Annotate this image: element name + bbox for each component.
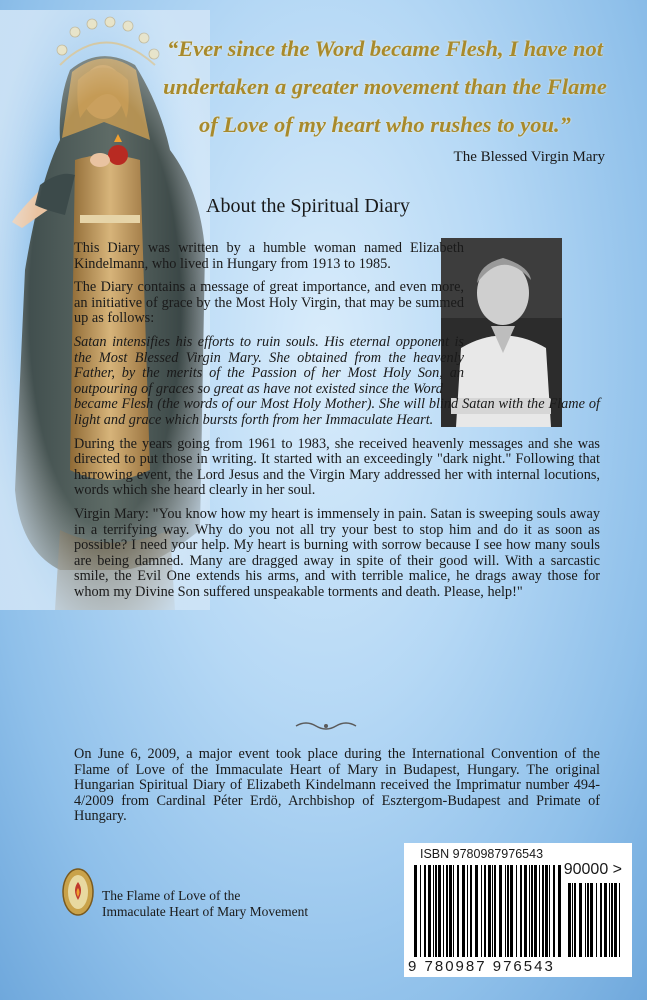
movement-name-line-2: Immaculate Heart of Mary Movement xyxy=(102,904,309,919)
paragraph-satan-quote: Satan intensifies his efforts to ruin souls. His eternal opponent is the Most Blessed Virgin Mary. She obtained from the heavenly Father, by the merits of the Passion of her Most Holy Son, an outpouring of graces so great as have not existed since the Word xyxy=(74,333,464,397)
isbn-digits: 9 780987 976543 xyxy=(408,958,555,975)
movement-name xyxy=(102,888,308,920)
paragraph-message: The Diary contains a message of great importance, and even more, an initiative of grace by the Most Holy Virgin, that may be summed up as follows: xyxy=(74,279,464,327)
movement-name-line-1: The Flame of Love of the xyxy=(102,888,241,903)
paragraph-virgin-mary-quote: Virgin Mary: "You know how my heart is immensely in pain. Satan is sweeping souls away in a terrifying way. Why do you not all try your best to stop him and do it as soon as possible? I need your help. My heart is burning with sorrow because I see how many souls are being damned. Many are dragged away in spite of their good will. With a sarcastic smile, the Evil One extends his arms, and with terrible malice, he drags away those for whom my Divine Son suffered unspeakable torments and death. Please, help!" xyxy=(74,505,600,600)
isbn-barcode xyxy=(404,843,632,977)
flame-of-love-emblem-icon xyxy=(62,868,94,916)
featured-quote xyxy=(150,30,620,144)
isbn-label: ISBN 9780987976543 xyxy=(420,847,544,861)
diary-description xyxy=(74,241,600,608)
paragraph-messages-history: During the years going from 1961 to 1983, she received heavenly messages and she was directed to put those in writing. It started with an exceedingly "dark night." Following that harrowing event, the Lord Jesus and the Virgin Mary addressed her with internal locutions, words which she heard clearly in her soul. xyxy=(74,435,600,499)
addon-barcode-bars-icon xyxy=(566,883,622,957)
paragraph-author: This Diary was written by a humble woman named Elizabeth Kindelmann, who lived in Hungary from 1913 to 1985. xyxy=(74,240,464,272)
paragraph-satan-quote-continued: became Flesh (the words of our Most Holy Mother). She will blind Satan with the Flame of light and grace which bursts forth from her Immaculate Heart. xyxy=(74,396,600,428)
price-code: 90000 > xyxy=(563,861,622,878)
quote-line-3: of Love of my heart who rushes to you.” xyxy=(199,112,571,137)
flourish-divider-icon xyxy=(294,720,358,732)
quote-attribution: The Blessed Virgin Mary xyxy=(453,149,605,165)
barcode-bars-icon xyxy=(412,865,562,957)
quote-line-2: undertaken a greater movement than the Flame xyxy=(163,74,607,99)
quote-line-1: “Ever since the Word became Flesh, I have not xyxy=(166,36,604,61)
imprimatur-paragraph: On June 6, 2009, a major event took place during the International Convention of the Flame of Love of the Immaculate Heart of Mary in Budapest, Hungary. The original Hungarian Spiritual Diary of Elizabeth Kindelmann received the Imprimatur number 494-4/2009 from Cardinal Péter Erdö, Archbishop of Esztergom-Budapest and Primate of Hungary. xyxy=(74,746,600,825)
section-heading: About the Spiritual Diary xyxy=(206,195,410,217)
